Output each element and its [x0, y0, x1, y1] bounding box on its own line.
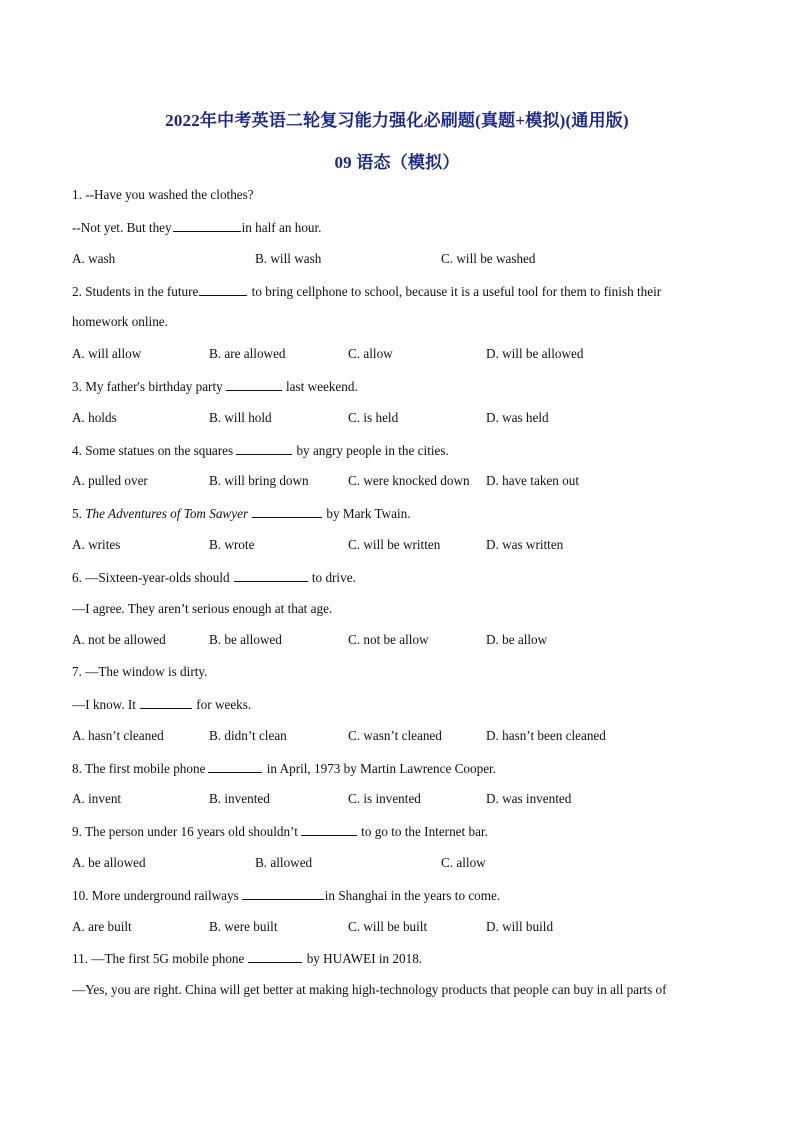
- question-2-option-d[interactable]: D. will be allowed: [486, 346, 584, 361]
- question-10-text: 10. More underground railways in Shanghai in the years to come.: [72, 888, 501, 903]
- question-3-option-a[interactable]: A. holds: [72, 410, 117, 425]
- question-10-option-b[interactable]: B. were built: [209, 919, 278, 934]
- answer-blank[interactable]: [252, 505, 322, 518]
- question-1-text: 1. --Have you washed the clothes?: [72, 187, 254, 202]
- question-5-option-b[interactable]: B. wrote: [209, 537, 255, 552]
- question-9-option-b[interactable]: B. allowed: [255, 855, 313, 870]
- answer-blank[interactable]: [236, 442, 292, 455]
- question-8-option-c[interactable]: C. is invented: [348, 791, 421, 806]
- question-7-reply: —I know. It for weeks.: [72, 697, 252, 712]
- question-8-option-b[interactable]: B. invented: [209, 791, 270, 806]
- question-1-option-b[interactable]: B. will wash: [255, 251, 322, 266]
- question-6-text: 6. —Sixteen-year-olds should to drive.: [72, 570, 356, 585]
- answer-blank[interactable]: [301, 823, 357, 836]
- answer-blank[interactable]: [173, 219, 241, 232]
- question-7-option-a[interactable]: A. hasn’t cleaned: [72, 728, 164, 743]
- answer-blank[interactable]: [242, 887, 324, 900]
- question-11-text: 11. —The first 5G mobile phone by HUAWEI in 2018.: [72, 951, 423, 966]
- question-9-option-c[interactable]: C. allow: [441, 855, 486, 870]
- question-4-option-b[interactable]: B. will bring down: [209, 473, 309, 488]
- question-6-option-c[interactable]: C. not be allow: [348, 632, 429, 647]
- question-7-text: 7. —The window is dirty.: [72, 664, 208, 679]
- question-4-text: 4. Some statues on the squares by angry people in the cities.: [72, 443, 449, 458]
- question-4-option-d[interactable]: D. have taken out: [486, 473, 580, 488]
- question-1-option-a[interactable]: A. wash: [72, 251, 116, 266]
- question-3-option-d[interactable]: D. was held: [486, 410, 549, 425]
- question-2-text: 2. Students in the future to bring cellphone to school, because it is a useful tool for them to finish their: [72, 284, 662, 299]
- question-9-text: 9. The person under 16 years old shouldn’t to go to the Internet bar.: [72, 824, 488, 839]
- question-9-option-a[interactable]: A. be allowed: [72, 855, 146, 870]
- question-2-option-b[interactable]: B. are allowed: [209, 346, 286, 361]
- answer-blank[interactable]: [208, 760, 262, 773]
- question-4-option-c[interactable]: C. were knocked down: [348, 473, 470, 488]
- page-title: 2022年中考英语二轮复习能力强化必刷题(真题+模拟)(通用版): [165, 111, 629, 130]
- question-6-reply: —I agree. They aren’t serious enough at that age.: [72, 601, 333, 616]
- answer-blank[interactable]: [140, 696, 192, 709]
- question-1-option-c[interactable]: C. will be washed: [441, 251, 536, 266]
- question-3-text: 3. My father's birthday party last weekend.: [72, 379, 358, 394]
- book-title: The Adventures of Tom Sawyer: [85, 506, 249, 521]
- question-1-answer-line: --Not yet. But they in half an hour.: [72, 220, 322, 235]
- answer-blank[interactable]: [199, 283, 247, 296]
- question-6-option-a[interactable]: A. not be allowed: [72, 632, 166, 647]
- question-6-option-d[interactable]: D. be allow: [486, 632, 548, 647]
- question-5-option-a[interactable]: A. writes: [72, 537, 121, 552]
- question-7-option-b[interactable]: B. didn’t clean: [209, 728, 287, 743]
- page-subtitle: 09 语态（模拟）: [334, 153, 460, 172]
- question-2-option-c[interactable]: C. allow: [348, 346, 393, 361]
- question-8-option-d[interactable]: D. was invented: [486, 791, 572, 806]
- answer-blank[interactable]: [234, 569, 308, 582]
- question-5-option-c[interactable]: C. will be written: [348, 537, 441, 552]
- question-3-option-c[interactable]: C. is held: [348, 410, 399, 425]
- question-6-option-b[interactable]: B. be allowed: [209, 632, 282, 647]
- question-11-reply: —Yes, you are right. China will get better at making high-technology products that people can buy in all parts of: [72, 982, 667, 997]
- question-8-option-a[interactable]: A. invent: [72, 791, 122, 806]
- question-5-text: 5. The Adventures of Tom Sawyer by Mark Twain.: [72, 506, 411, 521]
- question-10-option-c[interactable]: C. will be built: [348, 919, 428, 934]
- question-2-text-cont: homework online.: [72, 314, 168, 329]
- answer-blank[interactable]: [248, 950, 302, 963]
- question-2-option-a[interactable]: A. will allow: [72, 346, 142, 361]
- question-4-option-a[interactable]: A. pulled over: [72, 473, 148, 488]
- question-10-option-a[interactable]: A. are built: [72, 919, 132, 934]
- question-7-option-c[interactable]: C. wasn’t cleaned: [348, 728, 442, 743]
- question-3-option-b[interactable]: B. will hold: [209, 410, 272, 425]
- answer-blank[interactable]: [226, 378, 282, 391]
- question-8-text: 8. The first mobile phone in April, 1973 by Martin Lawrence Cooper.: [72, 761, 497, 776]
- question-10-option-d[interactable]: D. will build: [486, 919, 554, 934]
- question-7-option-d[interactable]: D. hasn’t been cleaned: [486, 728, 606, 743]
- question-5-option-d[interactable]: D. was written: [486, 537, 564, 552]
